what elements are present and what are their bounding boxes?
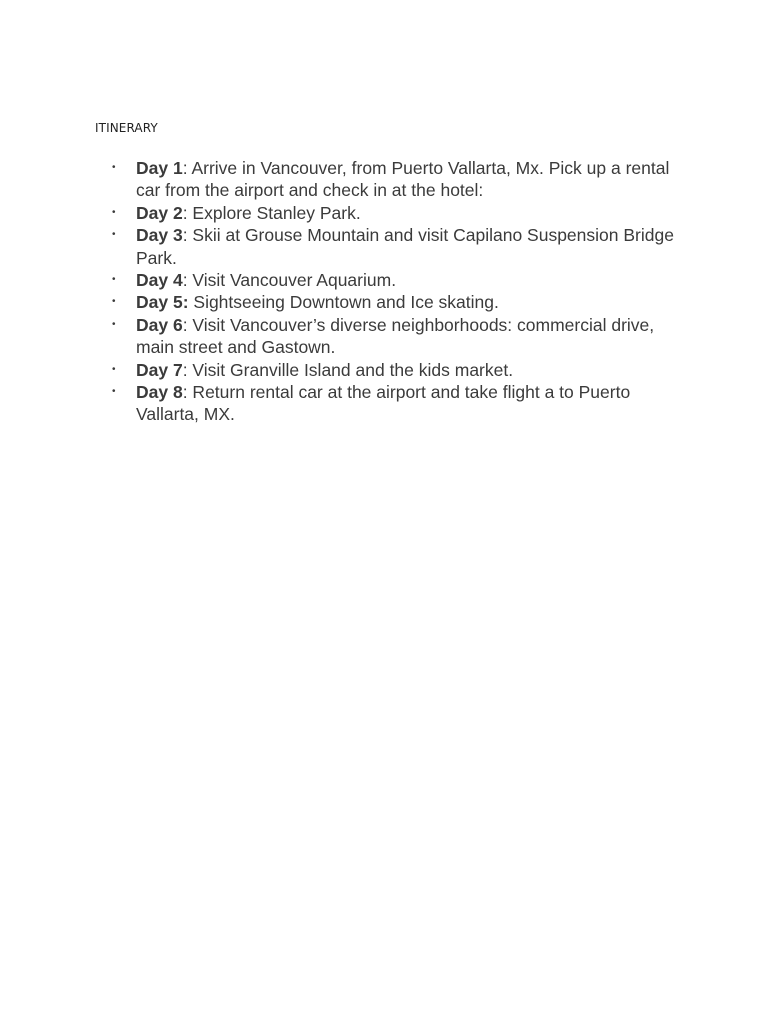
- day-description: Sightseeing Downtown and Ice skating.: [188, 292, 499, 313]
- bullet-icon: •: [112, 229, 116, 241]
- itinerary-list: [112, 157, 696, 426]
- bullet-icon: •: [112, 206, 116, 218]
- itinerary-item-day-8: [112, 381, 696, 426]
- bullet-icon: •: [112, 296, 116, 308]
- itinerary-item-day-6: [112, 314, 696, 359]
- bullet-icon: •: [112, 162, 116, 173]
- day-label: Day 2: [136, 202, 183, 223]
- itinerary-item-day-4: [112, 269, 696, 291]
- day-description: : Skii at Grouse Mountain and visit Capilano Suspension Bridge Park.: [136, 225, 674, 268]
- bullet-icon: •: [112, 318, 116, 330]
- bullet-icon: •: [112, 274, 116, 286]
- itinerary-item-day-1: [112, 157, 696, 202]
- day-label: Day 1: [136, 158, 183, 178]
- bullet-icon: •: [112, 386, 116, 398]
- itinerary-item-day-5: [112, 291, 696, 313]
- day-label: Day 3: [136, 225, 183, 246]
- day-label: Day 6: [136, 314, 183, 335]
- itinerary-item-day-7: [112, 359, 696, 381]
- day-description: : Explore Stanley Park.: [182, 202, 361, 223]
- day-description: : Visit Vancouver’s diverse neighborhoods: commercial drive, main street and Gastown.: [136, 314, 655, 358]
- day-label: Day 7: [136, 359, 183, 380]
- page-heading: ITINERARY: [95, 121, 158, 135]
- day-description: : Arrive in Vancouver, from Puerto Vallarta, Mx. Pick up a rental car from the airport and check in at the hotel:: [136, 158, 670, 201]
- day-label: Day 8: [136, 382, 183, 403]
- day-description: : Visit Granville Island and the kids market.: [182, 359, 514, 380]
- day-description: : Return rental car at the airport and take flight a to Puerto Vallarta, MX.: [136, 382, 631, 425]
- bullet-icon: •: [112, 363, 116, 375]
- itinerary-item-day-2: [112, 202, 696, 224]
- day-label: Day 4: [136, 270, 183, 291]
- day-description: : Visit Vancouver Aquarium.: [182, 270, 397, 291]
- itinerary-item-day-3: [112, 224, 696, 269]
- day-label: Day 5:: [136, 292, 189, 313]
